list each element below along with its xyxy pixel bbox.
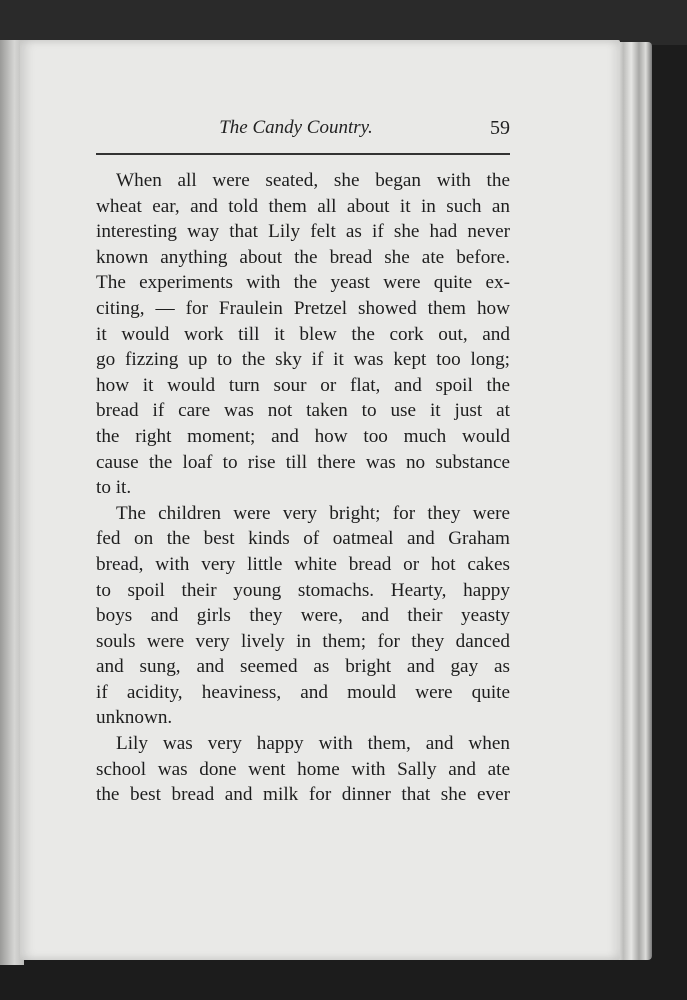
header-rule (96, 153, 510, 155)
page-header (96, 117, 510, 143)
text-line: it would work till it blew the cork out, and (96, 323, 510, 345)
text-line: unknown. (96, 707, 173, 729)
page-body-text (96, 168, 510, 808)
text-line: known anything about the bread she ate before. (96, 246, 510, 268)
text-line: wheat ear, and told them all about it in such an (96, 195, 510, 217)
text-line: citing, — for Fraulein Pretzel showed them how (96, 297, 510, 319)
text-line: fed on the best kinds of oatmeal and Graham (96, 528, 510, 550)
text-line: if acidity, heaviness, and mould were quite (96, 681, 510, 703)
text-line: the right moment; and how too much would (96, 425, 510, 447)
text-line: the best bread and milk for dinner that she ever (96, 784, 510, 806)
text-line: bread if care was not taken to use it just at (96, 400, 510, 422)
text-line: bread, with very little white bread or hot cakes (96, 553, 510, 575)
running-title: The Candy Country. (219, 117, 373, 138)
text-line: to it. (96, 477, 132, 499)
text-line: When all were seated, she began with the (116, 170, 510, 191)
text-line: school was done went home with Sally and ate (96, 758, 510, 780)
text-line: go fizzing up to the sky if it was kept too long; (96, 349, 510, 371)
text-line: Lily was very happy with them, and when (116, 733, 510, 755)
background (0, 0, 687, 45)
text-line: interesting way that Lily felt as if she had never (96, 221, 510, 243)
text-line: how it would turn sour or flat, and spoil the (96, 374, 510, 396)
text-line: cause the loaf to rise till there was no substance (96, 451, 510, 473)
text-line: boys and girls they were, and their yeasty (96, 605, 510, 627)
text-line: The experiments with the yeast were quite ex- (96, 272, 510, 294)
text-line: The children were very bright; for they were (116, 502, 510, 524)
text-line: souls were very lively in them; for they danced (96, 630, 510, 652)
text-line: to spoil their young stomachs. Hearty, happy (96, 579, 510, 601)
page-number: 59 (490, 117, 510, 139)
text-line: and sung, and seemed as bright and gay as (96, 656, 510, 678)
